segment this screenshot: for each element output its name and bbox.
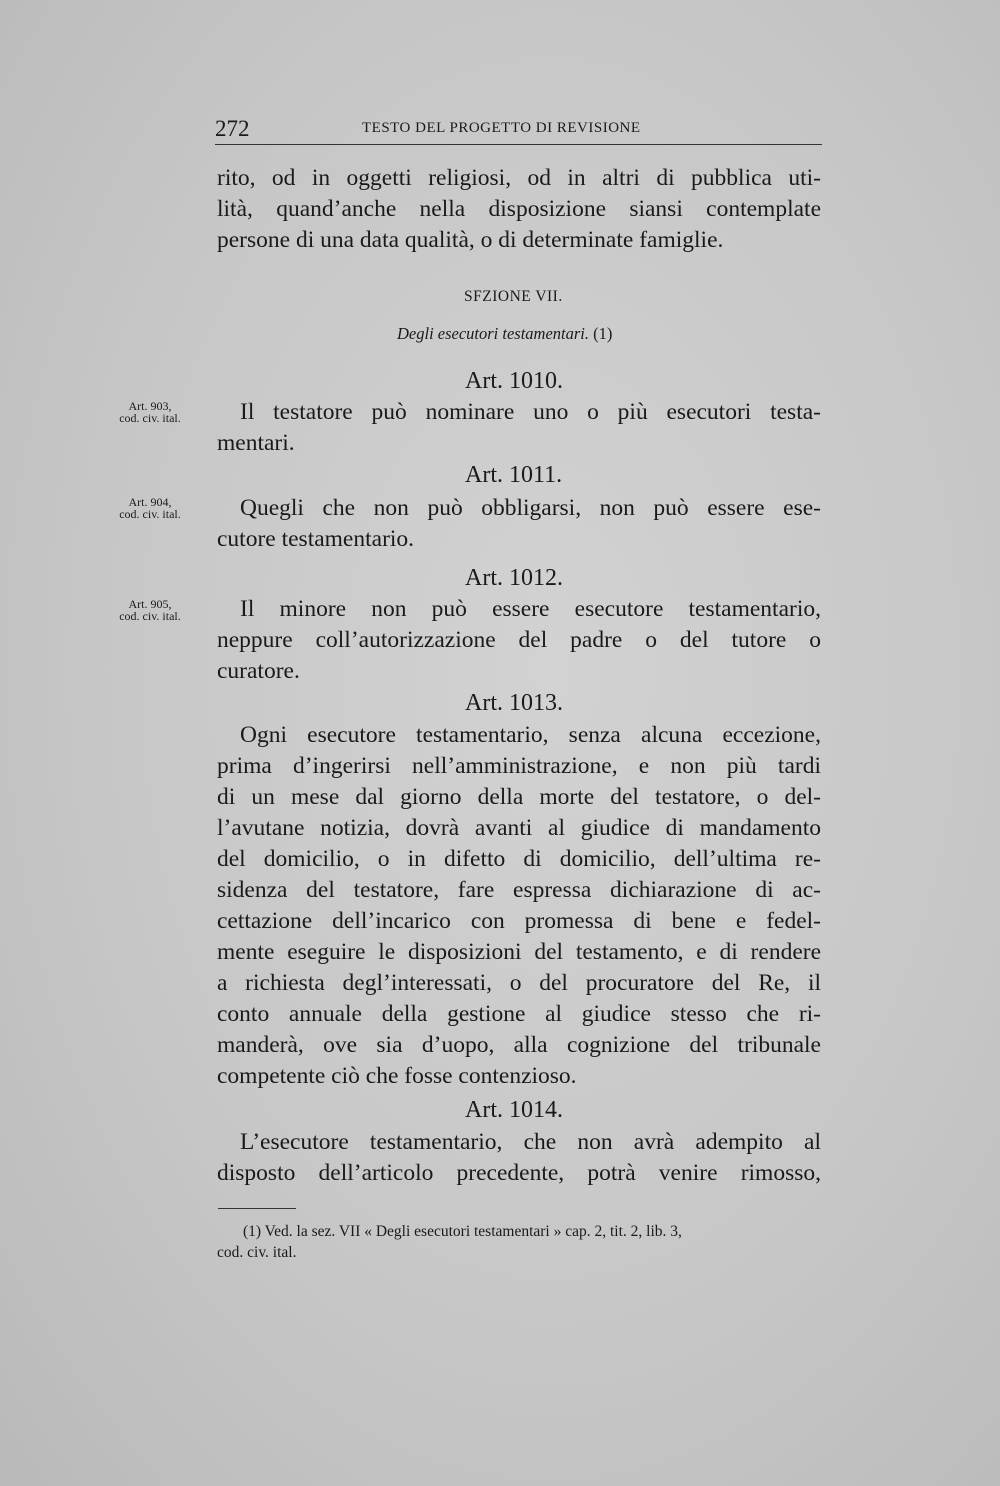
section-subtitle: [397, 324, 612, 344]
margin-note: [100, 598, 200, 622]
page-number: 272: [215, 116, 250, 141]
article-heading: Art. 1010.: [465, 368, 563, 394]
body-line: rito, od in oggetti religiosi, od in altri di pubblica uti-: [217, 165, 821, 191]
article-heading: Art. 1013.: [465, 690, 563, 716]
margin-note-article: Art. 905,: [128, 597, 172, 611]
body-line: competente ciò che fosse contenzioso.: [217, 1063, 577, 1089]
article-heading: Art. 1014.: [465, 1097, 563, 1123]
body-line: prima d’ingerirsi nell’amministrazione, e non più tardi: [217, 753, 821, 779]
body-line: curatore.: [217, 658, 300, 684]
body-line: neppure coll’autorizzazione del padre o del tutore o: [217, 627, 821, 653]
margin-note: [100, 496, 200, 520]
margin-note: [100, 400, 200, 424]
body-line: cettazione dell’incarico con promessa di bene e fedel-: [217, 908, 821, 934]
body-line: Ogni esecutore testamentario, senza alcuna eccezione,: [240, 722, 821, 748]
body-line: a richiesta degl’interessati, o del procuratore del Re, il: [217, 970, 821, 996]
footnote-line: cod. civ. ital.: [217, 1244, 297, 1261]
body-line: lità, quand’anche nella disposizione siansi contemplate: [217, 196, 821, 222]
body-line: sidenza del testatore, fare espressa dichiarazione di ac-: [217, 877, 821, 903]
page-header: [215, 116, 822, 145]
body-line: di un mese dal giorno della morte del testatore, o del-: [217, 784, 821, 810]
body-line: l’avutane notizia, dovrà avanti al giudice di mandamento: [217, 815, 821, 841]
body-line: cutore testamentario.: [217, 526, 415, 552]
margin-note-article: Art. 904,: [128, 495, 172, 509]
article-heading: Art. 1011.: [465, 462, 563, 488]
body-line: mentari.: [217, 430, 295, 456]
footnote-reference: (1): [593, 324, 613, 343]
margin-note-code: cod. civ. ital.: [119, 507, 181, 521]
body-line: manderà, ove sia d’uopo, alla cognizione del tribunale: [217, 1032, 821, 1058]
body-line: persone di una data qualità, o di determinate famiglie.: [217, 227, 724, 253]
footnote-line: (1) Ved. la sez. VII « Degli esecutori testamentari » cap. 2, tit. 2, lib. 3,: [243, 1223, 682, 1240]
body-line: del domicilio, o in difetto di domicilio, dell’ultima re-: [217, 846, 821, 872]
body-line: Il minore non può essere esecutore testamentario,: [240, 596, 821, 622]
margin-note-code: cod. civ. ital.: [119, 609, 181, 623]
section-heading: SFZIONE VII.: [464, 288, 563, 305]
body-line: Quegli che non può obbligarsi, non può essere ese-: [240, 495, 821, 521]
footnote-rule: [218, 1208, 296, 1209]
body-line: L’esecutore testamentario, che non avrà adempito al: [240, 1129, 821, 1155]
margin-note-article: Art. 903,: [128, 399, 172, 413]
body-line: mente eseguire le disposizioni del testamento, e di rendere: [217, 939, 821, 965]
article-heading: Art. 1012.: [465, 565, 563, 591]
running-title: TESTO DEL PROGETTO DI REVISIONE: [362, 120, 641, 136]
body-line: conto annuale della gestione al giudice stesso che ri-: [217, 1001, 821, 1027]
body-line: Il testatore può nominare uno o più esecutori testa-: [240, 399, 821, 425]
margin-note-code: cod. civ. ital.: [119, 411, 181, 425]
body-line: disposto dell’articolo precedente, potrà venire rimosso,: [217, 1160, 821, 1186]
section-subtitle-text: Degli esecutori testamentari.: [397, 324, 590, 343]
